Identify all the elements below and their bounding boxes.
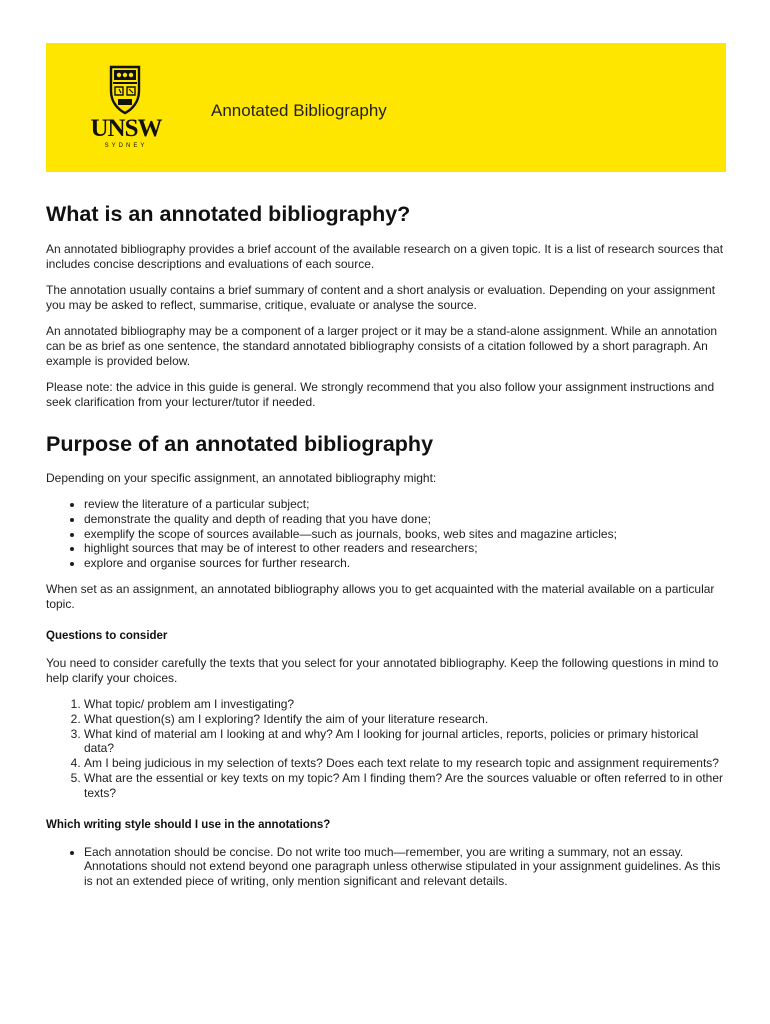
list-item: 5. What are the essential or key texts on my topic? Am I finding them? Are the sources valuable or often referred to in other texts?	[84, 771, 726, 801]
list-item: 3. What kind of material am I looking at and why? Am I looking for journal articles, reports, policies or primary historical data?	[84, 727, 726, 757]
paragraph: The annotation usually contains a brief summary of content and a short analysis or evaluation. Depending on your assignment you may be asked to reflect, summarise, critique, evaluate or analyse the source.	[46, 283, 716, 312]
purpose-list	[46, 497, 726, 571]
header-banner	[46, 43, 726, 172]
paragraph: Please note: the advice in this guide is general. We strongly recommend that you also follow your assignment instructions and seek clarification from your lecturer/tutor if needed.	[46, 380, 715, 409]
document-title: Annotated Bibliography	[211, 101, 387, 120]
list-item: • Each annotation should be concise. Do not write too much—remember, you are writing a summary, not an essay. Annotations should not extend beyond one paragraph unless otherwise stipulated in your assignment guidelines. As this is not an extended piece of writing, only mention significant and relevant details.	[84, 845, 726, 889]
list-item: 2. What question(s) am I exploring? Identify the aim of your literature research.	[84, 712, 726, 727]
document-body	[46, 200, 726, 900]
list-item: 4. Am I being judicious in my selection of texts? Does each text relate to my research topic and assignment requirements?	[84, 756, 726, 771]
subheading-questions: Questions to consider	[46, 629, 168, 642]
logo-wordmark: UNSW	[90, 115, 162, 142]
paragraph: You need to consider carefully the texts that you select for your annotated bibliography. Keep the following questions in mind to help clarify your choices.	[46, 655, 719, 685]
section-heading-what-is: What is an annotated bibliography?	[46, 202, 411, 226]
crest-icon	[107, 65, 143, 115]
style-list	[46, 845, 726, 889]
section-heading-purpose: Purpose of an annotated bibliography	[46, 432, 434, 456]
subheading-writing-style: Which writing style should I use in the annotations?	[46, 818, 331, 831]
list-item: • exemplify the scope of sources available—such as journals, books, web sites and magazine articles;	[84, 527, 726, 542]
paragraph: An annotated bibliography provides a brief account of the available research on a given topic. It is a list of research sources that includes concise descriptions and evaluations of each source.	[46, 242, 724, 271]
questions-list	[46, 697, 726, 801]
paragraph: Depending on your specific assignment, an annotated bibliography might:	[46, 471, 437, 485]
paragraph: An annotated bibliography may be a component of a larger project or it may be a stand-alone assignment. While an annotation can be as brief as one sentence, the standard annotated bibliography consists of a citation followed by a short paragraph. An example is provided below.	[46, 324, 718, 368]
paragraph: When set as an assignment, an annotated bibliography allows you to get acquainted with the material available on a particular topic.	[46, 581, 715, 611]
list-item: • demonstrate the quality and depth of reading that you have done;	[84, 512, 726, 527]
logo-subtext: SYDNEY	[104, 143, 148, 149]
list-item: 1. What topic/ problem am I investigating?	[84, 697, 726, 712]
unsw-logo	[81, 65, 171, 155]
list-item: • highlight sources that may be of interest to other readers and researchers;	[84, 541, 726, 556]
list-item: • explore and organise sources for further research.	[84, 556, 726, 571]
list-item: • review the literature of a particular subject;	[84, 497, 726, 512]
